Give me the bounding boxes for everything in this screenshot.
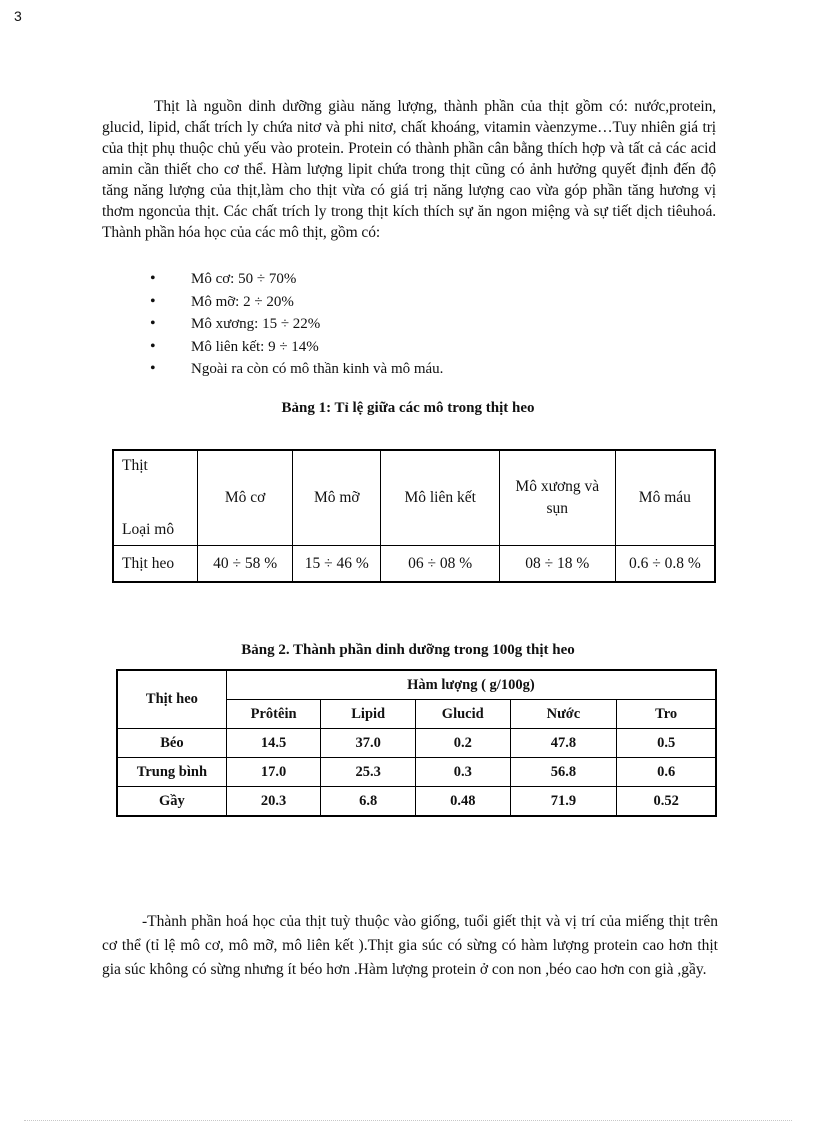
table-cell: 47.8 [510, 729, 617, 758]
table-cell: 37.0 [321, 729, 416, 758]
column-header: Mô mỡ [293, 450, 381, 546]
table-cell: 6.8 [321, 787, 416, 817]
table-corner-cell [113, 450, 198, 546]
list-item [146, 313, 443, 336]
table-cell: 0.6 ÷ 0.8 % [615, 546, 715, 583]
table-cell: 15 ÷ 46 % [293, 546, 381, 583]
list-item [146, 336, 443, 359]
table-cell: 20.3 [226, 787, 321, 817]
table-corner-cell: Thịt heo [117, 670, 226, 729]
column-header: Mô cơ [198, 450, 293, 546]
bullet-icon: • [150, 292, 156, 310]
table-cell: 06 ÷ 08 % [381, 546, 500, 583]
column-header: Lipid [321, 700, 416, 729]
table-cell: 17.0 [226, 758, 321, 787]
table-cell: 71.9 [510, 787, 617, 817]
table2-caption: Bảng 2. Thành phần dinh dưỡng trong 100g thịt heo [241, 642, 575, 658]
page-number: 3 [14, 8, 22, 24]
row-label: Trung bình [117, 758, 226, 787]
tissue-composition-list [146, 268, 443, 381]
column-header: Prôtêin [226, 700, 321, 729]
closing-paragraph: -Thành phần hoá học của thịt tuỳ thuộc vào giống, tuổi giết thịt và vị trí của miếng thịt trên cơ thể (tỉ lệ mô cơ, mô mỡ, mô liên kết ).Thịt gia súc có sừng có hàm lượng protein cao hơn thịt gia súc không có sừng nhưng ít béo hơn .Hàm lượng protein ở con non ,béo cao hơn con già ,gầy. [102, 913, 718, 978]
table-cell: 25.3 [321, 758, 416, 787]
list-item [146, 358, 443, 381]
table-cell: 14.5 [226, 729, 321, 758]
row-label: Béo [117, 729, 226, 758]
bullet-icon: • [150, 315, 156, 332]
column-header: Nước [510, 700, 617, 729]
table-cell: 0.48 [415, 787, 510, 817]
table-row [117, 729, 716, 758]
table-row [117, 758, 716, 787]
closing-section [102, 910, 718, 982]
bullet-icon: • [150, 360, 156, 377]
list-item [146, 291, 443, 314]
table-cell: 0.6 [617, 758, 716, 787]
column-header: Mô máu [615, 450, 715, 546]
intro-paragraph: Thịt là nguồn dinh dưỡng giàu năng lượng, thành phần của thịt gồm có: nước,protein, glucid, lipid, chất trích ly chứa nitơ và phi nitơ, chất khoáng, vitamin vàenzyme…Tuy nhiên giá trị của thịt phụ thuộc chủ yếu vào protein. Protein có thành phần cân bằng thích hợp và tất cả các acid amin cần thiết cho cơ thể. Hàm lượng lipit chứa trong thịt cũng có ảnh hưởng quyết định đến độ tăng năng lượng của thịt,làm cho thịt vừa có giá trị năng lượng cao vừa góp phần tăng hương vị thơm ngoncủa thịt. Các chất trích ly trong thịt kích thích sự ăn ngon miệng và sự tiết dịch tiêuhoá. Thành phần hóa học của các mô thịt, gồm có: [102, 98, 716, 241]
list-item-text: Mô xương: 15 ÷ 22% [191, 316, 321, 332]
corner-top-label: Thịt [122, 457, 148, 474]
list-item [146, 268, 443, 291]
page-bottom-divider [24, 1120, 792, 1121]
nutrition-table [116, 669, 717, 817]
table-cell: 40 ÷ 58 % [198, 546, 293, 583]
list-item-text: Ngoài ra còn có mô thần kinh và mô máu. [191, 361, 444, 377]
tissue-ratio-table [112, 449, 716, 583]
column-header: Tro [617, 700, 716, 729]
table-cell: 56.8 [510, 758, 617, 787]
table-cell: 0.52 [617, 787, 716, 817]
table-cell: 0.5 [617, 729, 716, 758]
list-item-text: Mô mỡ: 2 ÷ 20% [191, 293, 294, 310]
group-header: Hàm lượng ( g/100g) [226, 670, 716, 700]
column-header: Mô liên kết [381, 450, 500, 546]
table-row [117, 787, 716, 817]
table-row [113, 546, 715, 583]
bullet-icon: • [150, 270, 156, 287]
table-cell: 0.2 [415, 729, 510, 758]
bullet-icon: • [150, 337, 156, 355]
row-label: Gầy [117, 787, 226, 817]
table1-caption: Bảng 1: Tỉ lệ giữa các mô trong thịt heo [281, 400, 535, 416]
list-item-text: Mô liên kết: 9 ÷ 14% [191, 338, 319, 355]
column-header: Mô xương và sụn [499, 450, 615, 546]
table-cell: 0.3 [415, 758, 510, 787]
table-header-row [113, 450, 715, 546]
intro-section [102, 96, 716, 243]
column-header: Glucid [415, 700, 510, 729]
table-header-row [117, 670, 716, 700]
table-cell: 08 ÷ 18 % [499, 546, 615, 583]
row-label: Thịt heo [113, 546, 198, 583]
corner-bottom-label: Loại mô [122, 521, 175, 538]
list-item-text: Mô cơ: 50 ÷ 70% [191, 271, 297, 287]
